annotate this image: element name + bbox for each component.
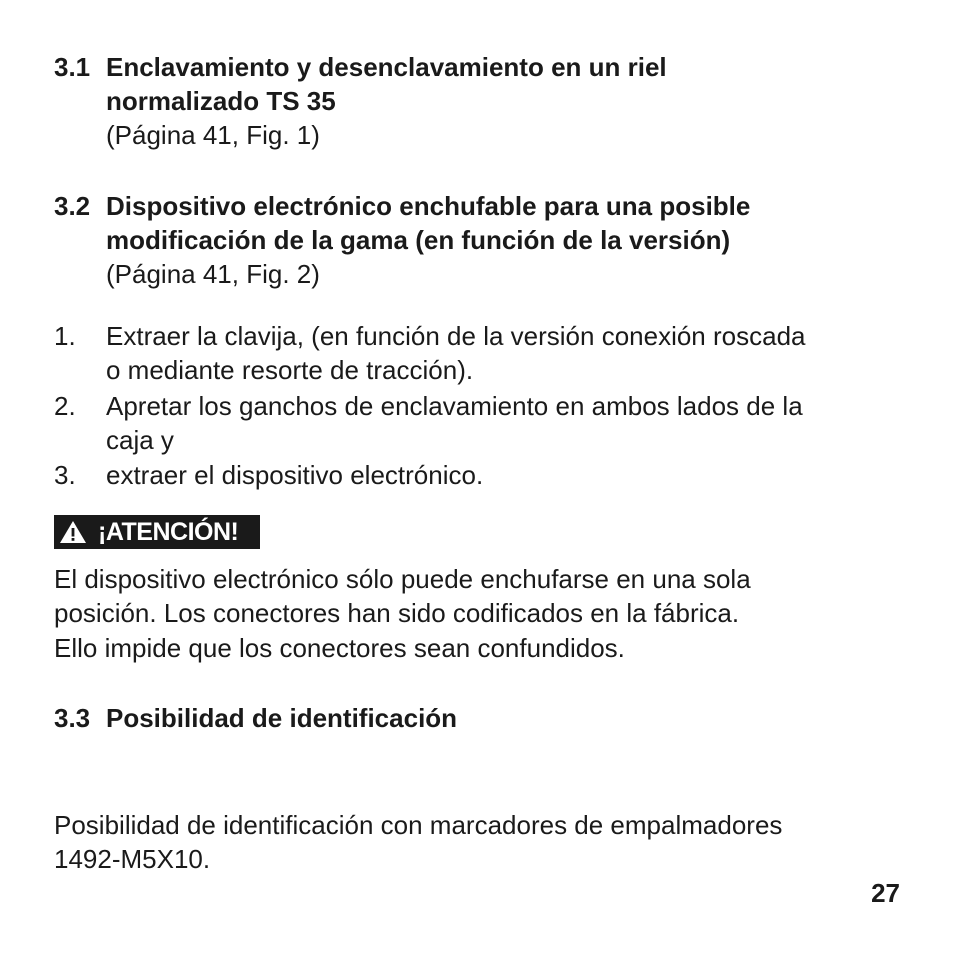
list-number: 2. <box>54 391 76 421</box>
paragraph-line: posición. Los conectores han sido codificados en la fábrica. <box>54 598 740 628</box>
list-item: Extraer la clavija, (en función de la versión conexión roscada <box>106 321 806 351</box>
warning-triangle-icon <box>54 515 92 549</box>
paragraph-line: El dispositivo electrónico sólo puede enchufarse en una sola <box>54 564 751 594</box>
page-number: 27 <box>871 878 900 908</box>
paragraph-line: Ello impide que los conectores sean confundidos. <box>54 633 625 663</box>
section-title: normalizado TS 35 <box>106 86 336 116</box>
paragraph-line: 1492-M5X10. <box>54 844 211 874</box>
list-item: Apretar los ganchos de enclavamiento en ambos lados de la <box>106 391 803 421</box>
warning-label: ¡ATENCIÓN! <box>98 518 239 546</box>
list-number: 1. <box>54 321 76 351</box>
section-number: 3.2 <box>54 191 91 221</box>
list-item: caja y <box>106 425 174 455</box>
list-item: extraer el dispositivo electrónico. <box>106 460 484 490</box>
section-title: Dispositivo electrónico enchufable para una posible <box>106 191 751 221</box>
list-item: o mediante resorte de tracción). <box>106 355 474 385</box>
section-number: 3.3 <box>54 703 91 733</box>
section-title: Posibilidad de identificación <box>106 703 458 733</box>
section-number: 3.1 <box>54 52 91 82</box>
section-title: Enclavamiento y desenclavamiento en un riel <box>106 52 667 82</box>
warning-badge <box>54 515 260 549</box>
figure-reference: (Página 41, Fig. 1) <box>106 120 320 150</box>
section-title: modificación de la gama (en función de la versión) <box>106 225 731 255</box>
figure-reference: (Página 41, Fig. 2) <box>106 259 320 289</box>
paragraph-line: Posibilidad de identificación con marcadores de empalmadores <box>54 810 783 840</box>
list-number: 3. <box>54 460 76 490</box>
